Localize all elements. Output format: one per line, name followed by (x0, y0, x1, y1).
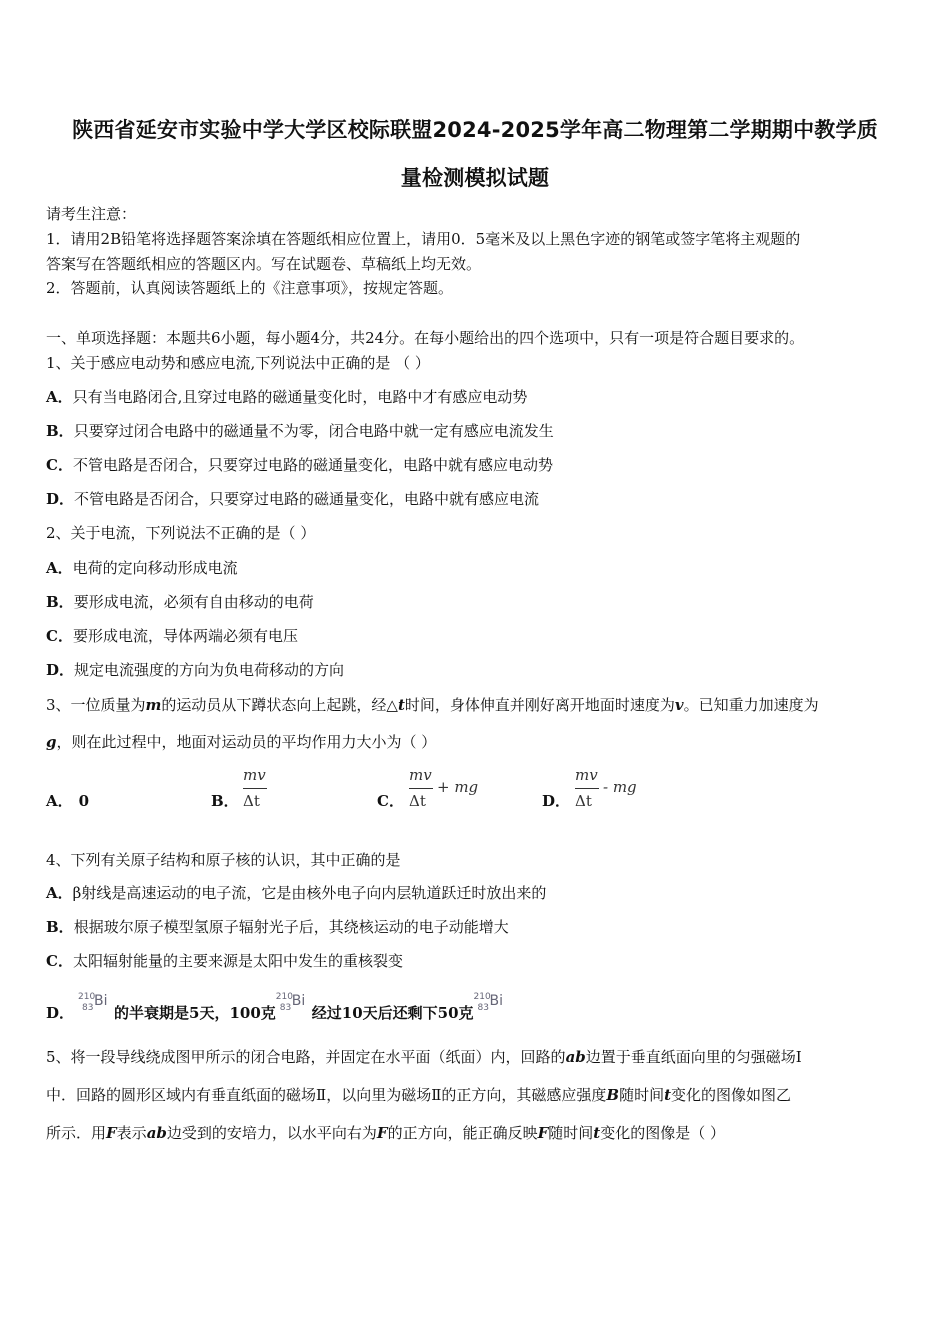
option-label: A． (46, 388, 73, 406)
option-label: D． (46, 661, 75, 679)
formula-tail: - mg (603, 778, 637, 796)
q3-stem-part: 。已知重力加速度为 (683, 696, 819, 714)
option-text: 经过10天后还剩下50克 (311, 1004, 474, 1022)
q5-stem-part: 变化的图像如图乙 (671, 1086, 792, 1104)
option-text: 不管电路是否闭合，只要穿过电路的磁通量变化，电路中就有感应电动势 (72, 456, 553, 474)
option-label: C． (46, 627, 73, 645)
option-label: C． (46, 456, 73, 474)
nuclide-atomic-number: 83 (477, 1003, 489, 1013)
var-F: F (537, 1124, 549, 1142)
var-F: F (106, 1124, 117, 1142)
q3-stem-part: 的运动员从下蹲状态向上起跳，经△ (161, 696, 398, 714)
q5-stem-part: 中．回路的圆形区域内有垂直纸面的磁场Ⅱ，以向里为磁场Ⅱ的正方向，其磁感应强度 (46, 1086, 607, 1104)
q2-stem: 2、关于电流，下列说法不正确的是（ ） (46, 524, 316, 542)
q1-option-b (46, 420, 554, 441)
var-g: g (46, 733, 57, 751)
fraction-numerator: mv (243, 766, 266, 784)
var-t: t (397, 696, 405, 714)
q5-stem-line3 (46, 1122, 725, 1143)
nuclide-bi210 (473, 992, 510, 1020)
var-ab: ab (565, 1048, 586, 1066)
option-label: C． (46, 952, 73, 970)
option-text: 不管电路是否闭合，只要穿过电路的磁通量变化，电路中就有感应电流 (74, 490, 540, 508)
q2-option-d (46, 659, 344, 680)
q5-stem-part: 的正方向，能正确反映 (387, 1124, 538, 1142)
notice-item-2: 2．答题前，认真阅读答题纸上的《注意事项》，按规定答题。 (46, 279, 454, 297)
notice-item-1b: 答案写在答题纸相应的答题区内。写在试题卷、草稿纸上均无效。 (46, 255, 482, 273)
option-text: 要形成电流，导体两端必须有电压 (72, 627, 298, 645)
fraction-bar (575, 788, 599, 789)
q4-option-a (46, 882, 546, 903)
fraction-denominator: Δt (575, 792, 592, 810)
q5-stem-line2 (46, 1084, 791, 1105)
q5-stem-part: 表示 (116, 1124, 147, 1142)
q3-option-c-label: C． (377, 792, 404, 810)
fraction-denominator: Δt (409, 792, 426, 810)
nuclide-mass-number: 210 (473, 992, 491, 1002)
q3-option-d-label: D． (542, 792, 571, 810)
exam-title-line2: 量检测模拟试题 (400, 166, 550, 190)
q3-option-b-label: B． (211, 792, 239, 810)
option-text: 只要穿过闭合电路中的磁通量不为零，闭合电路中就一定有感应电流发生 (73, 422, 554, 440)
var-F: F (376, 1124, 388, 1142)
fraction-bar (243, 788, 267, 789)
option-label: D． (46, 1004, 75, 1022)
q1-option-a (46, 386, 527, 407)
q3-stem-part: 时间，身体伸直并刚好离开地面时速度为 (404, 696, 675, 714)
option-label: A． (46, 792, 73, 810)
q4-option-c (46, 950, 403, 971)
q5-stem-part: 5、将一段导线绕成图甲所示的闭合电路，并固定在水平面（纸面）内，回路的 (46, 1048, 566, 1066)
nuclide-bi210 (78, 992, 114, 1020)
var-t: t (664, 1086, 672, 1104)
option-text: 根据玻尔原子模型氢原子辐射光子后，其绕核运动的电子动能增大 (73, 918, 509, 936)
q4-option-d (46, 992, 510, 1023)
option-text: 0 (78, 792, 90, 810)
option-label: B． (46, 422, 74, 440)
q3-option-a (46, 790, 89, 811)
q5-stem-part: 边受到的安培力，以水平向右为 (166, 1124, 377, 1142)
fraction-numerator: mv (409, 766, 432, 784)
fraction-bar (409, 788, 433, 789)
q3-stem-line2 (46, 731, 436, 752)
q1-stem: 1、关于感应电动势和感应电流,下列说法中正确的是 （ ） (46, 354, 430, 372)
option-text: 规定电流强度的方向为负电荷移动的方向 (74, 661, 345, 679)
nuclide-symbol: Bi (291, 993, 306, 1009)
q5-stem-part: 随时间 (548, 1124, 594, 1142)
q4-stem: 4、下列有关原子结构和原子核的认识，其中正确的是 (46, 851, 401, 869)
var-B: B (606, 1086, 620, 1104)
notice-heading: 请考生注意： (46, 205, 137, 223)
q5-stem-part: 所示．用 (46, 1124, 107, 1142)
nuclide-mass-number: 210 (275, 992, 293, 1002)
q3-stem-part: 3、一位质量为 (46, 696, 146, 714)
option-text: β射线是高速运动的电子流，它是由核外电子向内层轨道跃迁时放出来的 (72, 884, 547, 902)
nuclide-atomic-number: 83 (279, 1003, 292, 1013)
nuclide-symbol: Bi (94, 993, 108, 1009)
q2-option-b (46, 591, 314, 612)
option-label: B． (46, 593, 74, 611)
q5-stem-part: 随时间 (619, 1086, 665, 1104)
q5-stem-part: 边置于垂直纸面向里的匀强磁场Ⅰ (585, 1048, 802, 1066)
var-v: v (674, 696, 684, 714)
q1-option-c (46, 454, 553, 475)
nuclide-bi210 (275, 992, 312, 1020)
option-text: 要形成电流，必须有自由移动的电荷 (73, 593, 314, 611)
q5-stem-line1 (46, 1046, 802, 1067)
nuclide-atomic-number: 83 (82, 1003, 94, 1013)
option-text: 的半衰期是5天，100克 (114, 1004, 276, 1022)
q1-option-d (46, 488, 539, 509)
fraction-numerator: mv (575, 766, 598, 784)
exam-title-line1: 陕西省延安市实验中学大学区校际联盟2024-2025学年高二物理第二学期期中教学质 (72, 118, 878, 142)
notice-item-1a: 1．请用2B铅笔将选择题答案涂填在答题纸相应位置上，请用0．5毫米及以上黑色字迹的钢笔或签字笔将主观题的 (46, 230, 801, 248)
option-label: B． (46, 918, 74, 936)
nuclide-mass-number: 210 (78, 992, 96, 1002)
var-m: m (145, 696, 162, 714)
var-t: t (593, 1124, 601, 1142)
option-label: A． (46, 884, 73, 902)
q2-option-c (46, 625, 298, 646)
q3-stem-part: ，则在此过程中，地面对运动员的平均作用力大小为（ ） (56, 733, 437, 751)
option-text: 电荷的定向移动形成电流 (72, 559, 238, 577)
option-label: D． (46, 490, 75, 508)
section-heading: 一、单项选择题：本题共6小题，每小题4分，共24分。在每小题给出的四个选项中，只有一项是符合题目要求的。 (46, 329, 805, 347)
var-ab: ab (146, 1124, 167, 1142)
q5-stem-part: 变化的图像是（ ） (600, 1124, 725, 1142)
option-label: A． (46, 559, 73, 577)
option-text: 只有当电路闭合,且穿过电路的磁通量变化时，电路中才有感应电动势 (72, 388, 528, 406)
option-text: 太阳辐射能量的主要来源是太阳中发生的重核裂变 (72, 952, 403, 970)
formula-tail: + mg (437, 778, 479, 796)
q4-option-b (46, 916, 509, 937)
q3-stem-line1 (46, 694, 819, 715)
fraction-denominator: Δt (243, 792, 260, 810)
nuclide-symbol: Bi (489, 993, 504, 1009)
q2-option-a (46, 557, 238, 578)
